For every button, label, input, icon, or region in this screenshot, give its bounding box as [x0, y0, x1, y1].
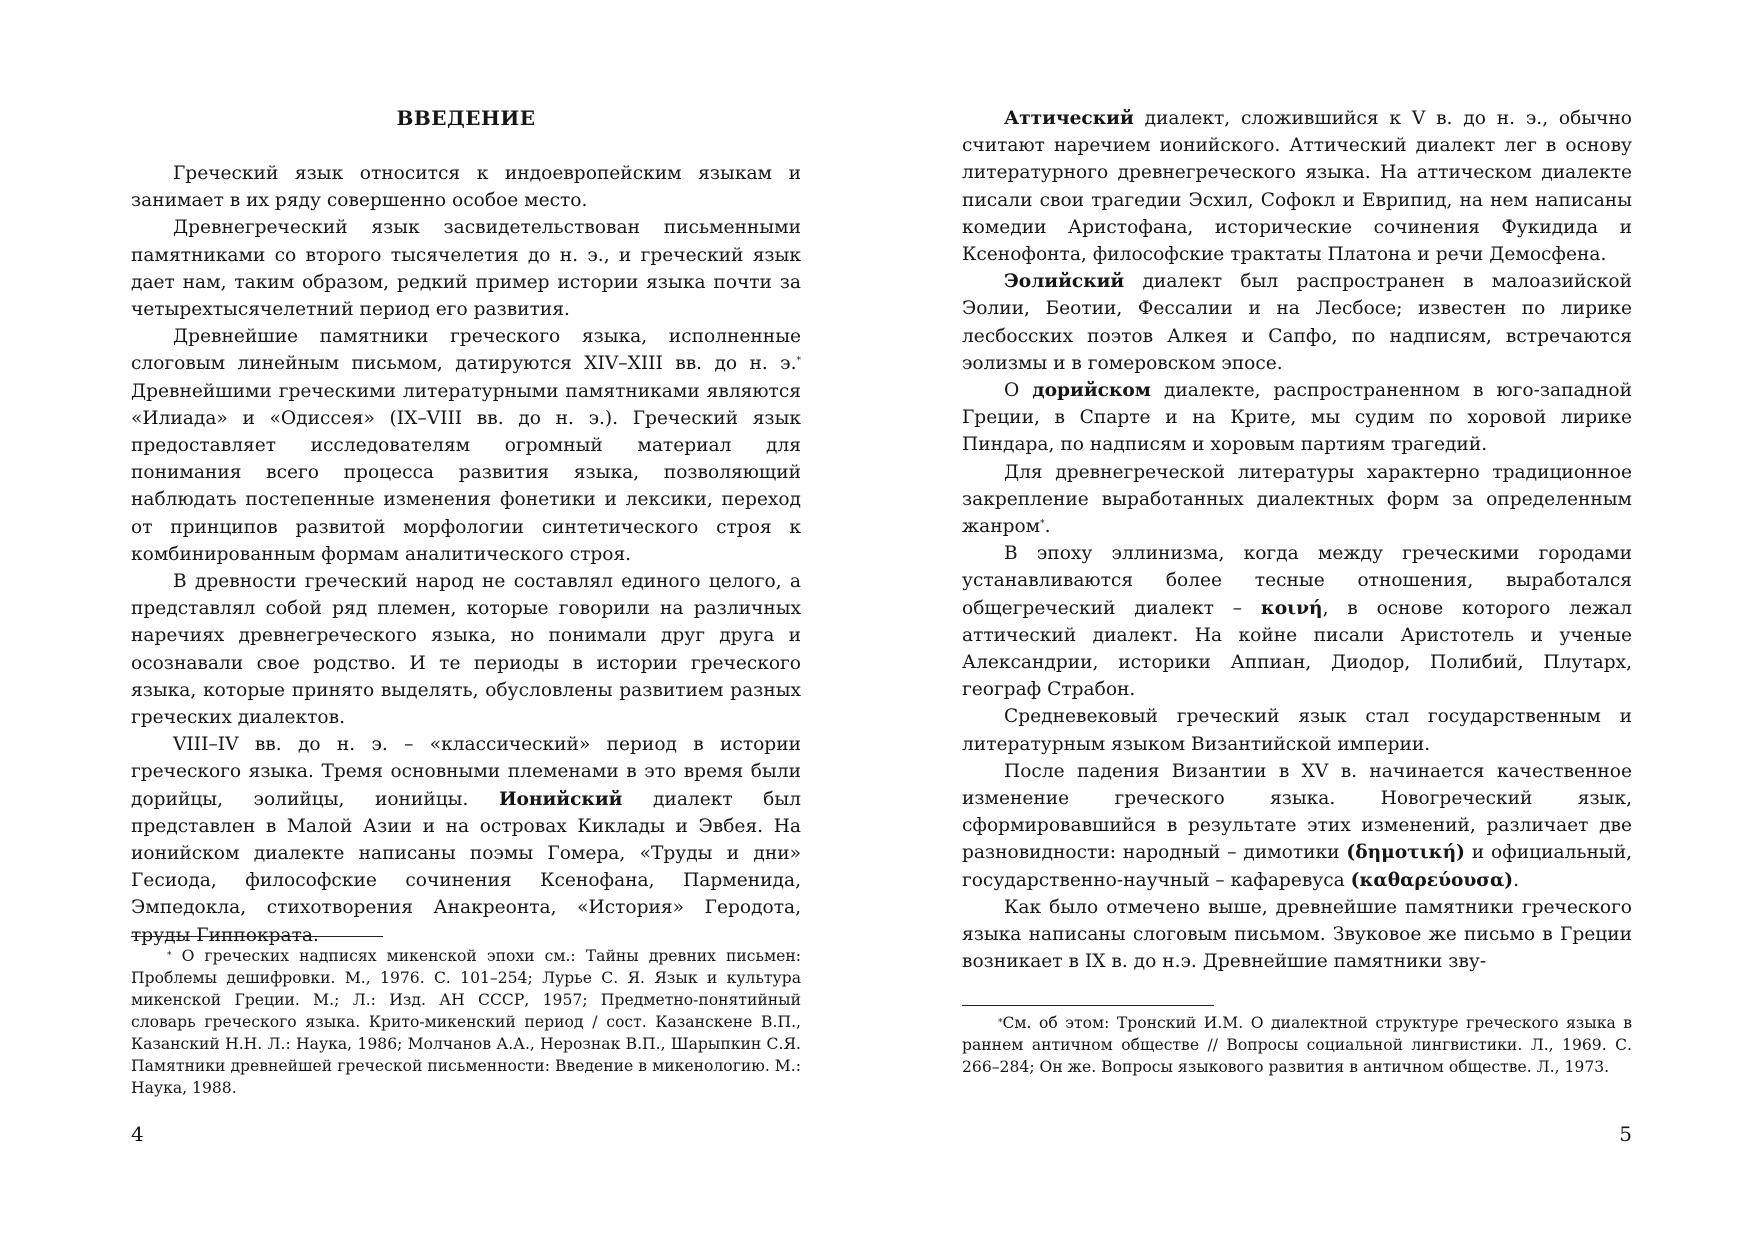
bold-term: (καθαρεύουσα) [1350, 869, 1514, 891]
right-body-text [962, 105, 1632, 976]
bold-term: (δημοτική) [1346, 842, 1465, 864]
paragraph: Древнейшие памятники греческого языка, исполненные слоговым линейным письмом, датируются XIV–XIII вв. до н. э.* Древнейшими греческими литературными памятниками являются «Илиада» и «Одиссея» (IX–VIII вв. до н. э.). Греческий язык предоставляет исследователям огромный материал для понимания всего процесса развития языка, позволяющий наблюдать постепенные изменения фонетики и лексики, переход от принципов развитой морфологии синтетического строя к комбинированным формам аналитического строя. [131, 326, 801, 565]
bold-term: Ионийский [498, 788, 623, 810]
paragraph: Эолийский диалект был распространен в малоазийской Эолии, Беотии, Фессалии и на Лесбосе; известен по лирике лесбосских поэтов Алкея и Сапфо, по надписям, встречаются эолизмы и в гомеровском эпосе. [962, 271, 1632, 374]
paragraph: После падения Византии в XV в. начинается качественное изменение греческого языка. Новогреческий язык, сформировавшийся в результате этих изменений, различает две разновидности: народный – димотики (δημοτική) и официальный, государственно-научный – кафаревуса (καθαρεύουσα). [962, 760, 1632, 891]
paragraph: Средневековый греческий язык стал государственным и литературным языком Византийской империи. [962, 706, 1632, 755]
paragraph: Для древнегреческой литературы характерно традиционное закрепление выработанных диалектных форм за определенным жанром*. [962, 461, 1632, 538]
footnote: *См. об этом: Тронский И.М. О диалектной структуре греческого языка в раннем античном обществе // Вопросы социальной лингвистики. Л., 1969. С. 266–284; Он же. Вопросы языкового развития в античном обществе. Л., 1973. [962, 1014, 1632, 1076]
footnote: * О греческих надписях микенской эпохи см.: Тайны древних письмен: Проблемы дешифровки. М., 1976. С. 101–254; Лурье С. Я. Язык и культура микенской Греции. М.; Л.: Изд. АН СССР, 1957; Предметно-понятийный словарь греческого языка. Крито-микенский период / сост. Казанскене В.П., Казанский Н.Н. Л.: Наука, 1986; Молчанов А.А., Нерознак В.П., Шарыпкин С.Я. Памятники древнейшей греческой письменности: Введение в микенологию. М.: Наука, 1988. [131, 947, 801, 1097]
bold-term: Аттический [1004, 108, 1134, 129]
paragraph: В древности греческий народ не составлял единого целого, а представлял собой ряд племен, которые говорили на различных наречиях древнегреческого языка, но понимали друг друга и осознавали свое родство. И те периоды в истории греческого языка, которые принято выделять, обусловлены развитием разных греческих диалектов. [131, 571, 801, 729]
paragraph: VIII–IV вв. до н. э. – «классический» период в истории греческого языка. Тремя основными племенами в это время были дорийцы, эолийцы, ионийцы. Ионийский диалект был представлен в Малой Азии и на островах Киклады и Эвбея. На ионийском диалекте написаны поэмы Гомера, «Труды и дни» Гесиода, философские сочинения Ксенофана, Парменида, Эмпедокла, стихотворения Анакреонта, «История» Геродота, труды Гиппократа. [131, 734, 801, 946]
paragraph: О дорийском диалекте, распространенном в юго-западной Греции, в Спарте и на Крите, мы судим по хоровой лирике Пиндара, по надписям и хоровым партиям трагедий. [962, 380, 1632, 456]
chapter-heading: ВВЕДЕНИЕ [396, 106, 536, 130]
bold-term: Эолийский [1004, 271, 1125, 293]
paragraph: В эпоху эллинизма, когда между греческими городами устанавливаются более тесные отношения, выработался общегреческий диалект – κοινή, в основе которого лежал аттический диалект. На койне писали Аристотель и ученые Александрии, историки Аппиан, Диодор, Полибий, Плутарх, географ Страбон. [962, 543, 1632, 701]
footnote-marker: * [796, 356, 801, 367]
footnote-marker: * [998, 1018, 1003, 1028]
paragraph: Греческий язык относится к индоевропейским языкам и занимает в их ряду совершенно особое место. [131, 163, 801, 212]
paragraph: Древнегреческий язык засвидетельствован письменными памятниками со второго тысячелетия до н. э., и греческий язык дает нам, таким образом, редкий пример истории языка почти за четырехтысячелетний период его развития. [131, 217, 801, 321]
bold-term: дорийском [1032, 380, 1151, 402]
footnote-divider [962, 1005, 1214, 1006]
page-number: 5 [1619, 1122, 1632, 1146]
paragraph: Как было отмечено выше, древнейшие памятники греческого языка написаны слоговым письмом. Звуковое же письмо в Греции возникает в IX в. до н.э. Древнейшие памятники зву- [962, 896, 1632, 973]
page-number: 4 [131, 1122, 144, 1146]
footnote-marker: * [167, 951, 172, 961]
footnote-divider [131, 936, 383, 937]
left-body-text [131, 160, 801, 949]
paragraph: Аттический диалект, сложившийся к V в. до н. э., обычно считают наречием ионийского. Аттический диалект лег в основу литературного древнегреческого языка. На аттическом диалекте писали свои трагедии Эсхил, Софокл и Еврипид, на нем написаны комедии Аристофана, исторические сочинения Фукидида и Ксенофонта, философские трактаты Платона и речи Демосфена. [962, 108, 1632, 266]
bold-term: κοινή [1260, 597, 1323, 619]
footnote-marker: * [1040, 519, 1045, 530]
